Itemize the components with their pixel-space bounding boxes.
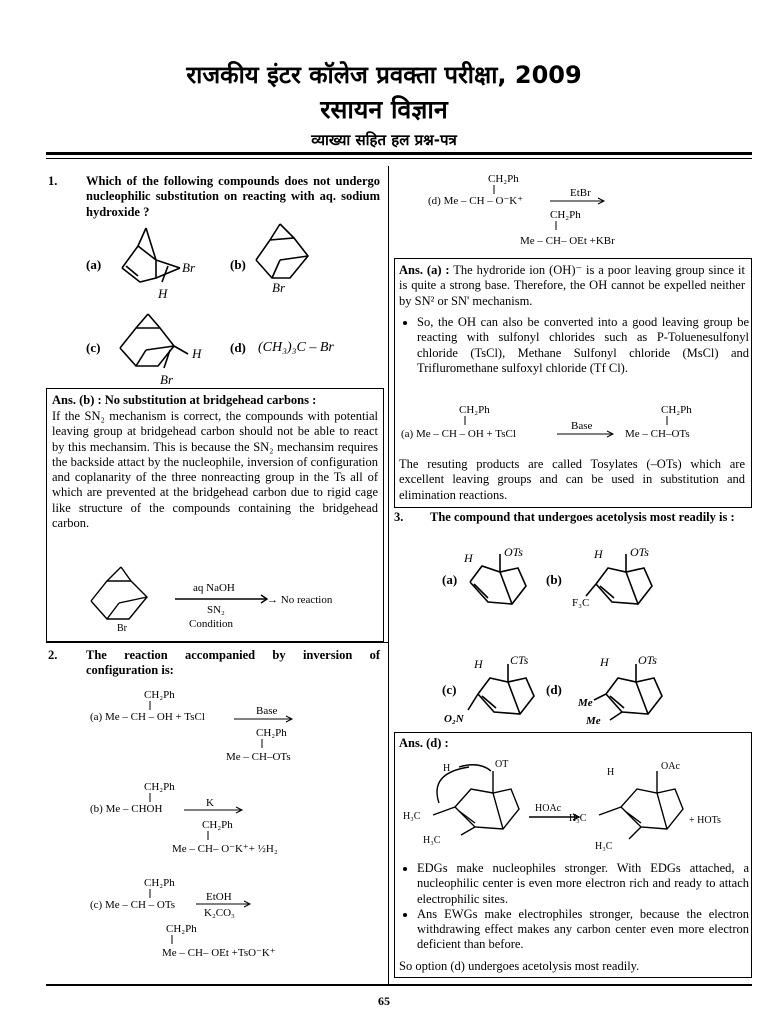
subtitle: व्याख्या सहित हल प्रश्न-पत्र [311,131,457,149]
column-divider [388,166,389,984]
q1-reaction-diagram [77,565,377,637]
question-2-text: The reaction accompanied by inversion of configuration is: [86,648,380,678]
svg-text:H: H [474,657,483,671]
q1-option-d: (d) [230,340,246,355]
svg-text:EtBr: EtBr [570,187,591,199]
q3-structure-c [444,650,544,728]
q1-answer-title: Ans. (b) : No substitution at bridgehead carbons : [52,393,317,407]
q2-option-c [90,877,276,959]
svg-text:F₃C: F₃C [572,597,590,609]
q1-structure-b [250,220,330,295]
svg-text:CH₂Ph: CH₂Ph [256,727,287,739]
footer-rule [46,984,752,986]
svg-text:(b) Me – CHOH: (b) Me – CHOH [90,803,163,815]
exam-title: राजकीय इंटर कॉलेज प्रवक्ता परीक्षा, 2009 [186,61,582,89]
header-rule [46,152,752,155]
svg-text:K: K [206,797,214,809]
q1-answer-body: If the SN₂ mechanism is correct, the compounds with potential leaving group at bridgehead carbon should not be able to react by this mechansim. This is because the SN₂ mechansim requires the backside attact by the nucleophile, inversion of configuration and coplanarity of the three nonreacting group in the Ts all of which are prevented at the bridgehead carbon due to rigid cage like structure of the compounds containing the bridgehead carbon. [52,409,378,531]
q2-bullet: • So, the OH can also be converted into a good leaving group be reacting with sulfonyl chlorides such as P-Toluenesulfonyl chloride (TsCl), Methane Sulfonyl chloride (MsCl) and Trifluromethane sulfoxyl chloride (Tf Cl). [417,315,749,376]
question-3-number: 3. [394,510,404,524]
left-divider [46,642,388,643]
reagent: aq NaOH [193,582,235,594]
q1-option-b: (b) [230,257,246,272]
q1-option-d-text: (CH₃)₃C – Br [258,340,334,355]
svg-text:Me: Me [578,697,593,709]
br-label: Br [182,260,195,275]
svg-text:H: H [464,551,473,565]
svg-text:OAc: OAc [661,761,680,772]
svg-text:CH₂Ph: CH₂Ph [144,689,175,701]
q3-answer-title: Ans. (d) : [399,736,449,750]
q2-options [86,686,386,986]
svg-text:OTs: OTs [630,545,649,559]
br-label: Br [160,372,173,387]
svg-text:H₃C: H₃C [403,811,421,822]
svg-text:(a) Me – CH – OH + TsCl: (a) Me – CH – OH + TsCl [90,711,205,723]
svg-text:Me – CH– O⁻K⁺+ ½H₂: Me – CH– O⁻K⁺+ ½H₂ [172,843,278,855]
condition-1: SN₂ [207,604,225,616]
q2-option-d [398,170,748,260]
q1-answer-box [46,388,384,642]
svg-text:(d) Me – CH – O⁻K⁺: (d) Me – CH – O⁻K⁺ [428,195,524,207]
q2-answer-intro: Ans. (a) : The hydroride ion (OH)⁻ is a poor leaving group since it is quite a strong base. Therefore, the OH cannot be expelled neither by SN² or SN' mechanism. [399,263,745,308]
h-label: H [192,346,202,361]
svg-text:OTs: OTs [638,653,657,667]
svg-text:HOAc: HOAc [535,803,562,814]
q3-answer-bullets [399,861,749,953]
svg-text:H: H [600,655,609,669]
svg-text:Base: Base [256,705,278,717]
q2-answer-reaction [397,401,747,451]
subject-title: रसायन विज्ञान [320,95,448,124]
svg-text:CH₂Ph: CH₂Ph [166,923,197,935]
q3-conclusion: So option (d) undergoes acetolysis most readily. [399,959,640,973]
svg-text:Base: Base [571,420,593,432]
svg-text:H: H [594,547,603,561]
br-label: Br [117,623,127,634]
svg-text:OT: OT [495,759,509,770]
svg-text:(a) Me – CH – OH + TsCl: (a) Me – CH – OH + TsCl [401,428,516,440]
svg-text:Me – CH– OEt +KBr: Me – CH– OEt +KBr [520,235,615,247]
svg-text:CTs: CTs [510,653,529,667]
svg-text:+ HOTs: + HOTs [689,815,721,826]
q2-option-a [90,689,292,763]
q3-answer-box [394,732,752,978]
svg-text:H₃C: H₃C [569,813,587,824]
svg-text:CH₂Ph: CH₂Ph [550,209,581,221]
svg-text:CH₂Ph: CH₂Ph [144,781,175,793]
q2-option-b [90,781,278,855]
q1-option-a: (a) [86,257,102,272]
q3-bullet-1: • EDGs make nucleophiles stronger. With EDGs attached, a nucleophilic center is even more electron rich and ready to attach electrophilic sites. [417,861,749,907]
br-label: Br [272,280,285,295]
svg-text:CH₂Ph: CH₂Ph [661,404,692,416]
svg-text:CH₂Ph: CH₂Ph [459,404,490,416]
svg-text:H₃C: H₃C [423,835,441,846]
q3-structure-a [460,542,540,614]
svg-text:OTs: OTs [504,545,523,559]
q3-option-c: (c) [442,682,457,697]
q3-structure-d [574,650,674,728]
question-2-number: 2. [48,648,58,662]
svg-text:CH₂Ph: CH₂Ph [488,173,519,185]
q3-structure-b [572,542,672,614]
header-rule-thin [46,158,752,159]
h-label: H [158,286,168,300]
svg-text:O₂N: O₂N [444,713,464,725]
svg-text:CH₂Ph: CH₂Ph [202,819,233,831]
svg-text:Me – CH–OTs: Me – CH–OTs [625,428,690,440]
q1-structure-a [110,220,210,300]
q3-answer-reaction [399,753,747,853]
q1-structure-c [112,310,212,390]
svg-text:CH₂Ph: CH₂Ph [144,877,175,889]
q3-option-b: (b) [546,572,562,587]
svg-text:K₂CO₃: K₂CO₃ [204,907,235,919]
q3-option-a: (a) [442,572,458,587]
svg-text:H₃C: H₃C [595,841,613,852]
product: → No reaction [267,594,333,606]
q2-answer-box [394,258,752,508]
question-3-text: The compound that undergoes acetolysis most readily is : [430,510,735,524]
question-1-text: Which of the following compounds does not undergo nucleophilic substitution on reacting with aq. sodium hydroxide ? [86,174,380,219]
q3-bullet-2: • Ans EWGs make electrophiles stronger, because the electron withdrawing effect makes any carbon center even more electron deficient than before. [417,907,749,953]
question-1-number: 1. [48,174,58,188]
page-number: 65 [378,994,390,1008]
svg-text:Me – CH–OTs: Me – CH–OTs [226,751,291,763]
condition-2: Condition [189,618,234,630]
q1-option-c: (c) [86,340,101,355]
q2-answer-conclusion: The resuting products are called Tosylates (–OTs) which are excellent leaving groups and can be used in substitution and elimination reactions. [399,457,745,502]
q2-answer-bullets [399,315,749,376]
svg-text:EtOH: EtOH [206,891,232,903]
q3-option-d: (d) [546,682,562,697]
svg-text:H: H [443,763,451,774]
svg-text:Me – CH– OEt +TsO⁻K⁺: Me – CH– OEt +TsO⁻K⁺ [162,947,276,959]
svg-text:Me: Me [586,715,601,727]
svg-text:H: H [607,767,615,778]
svg-text:(c) Me – CH – OTs: (c) Me – CH – OTs [90,899,176,911]
